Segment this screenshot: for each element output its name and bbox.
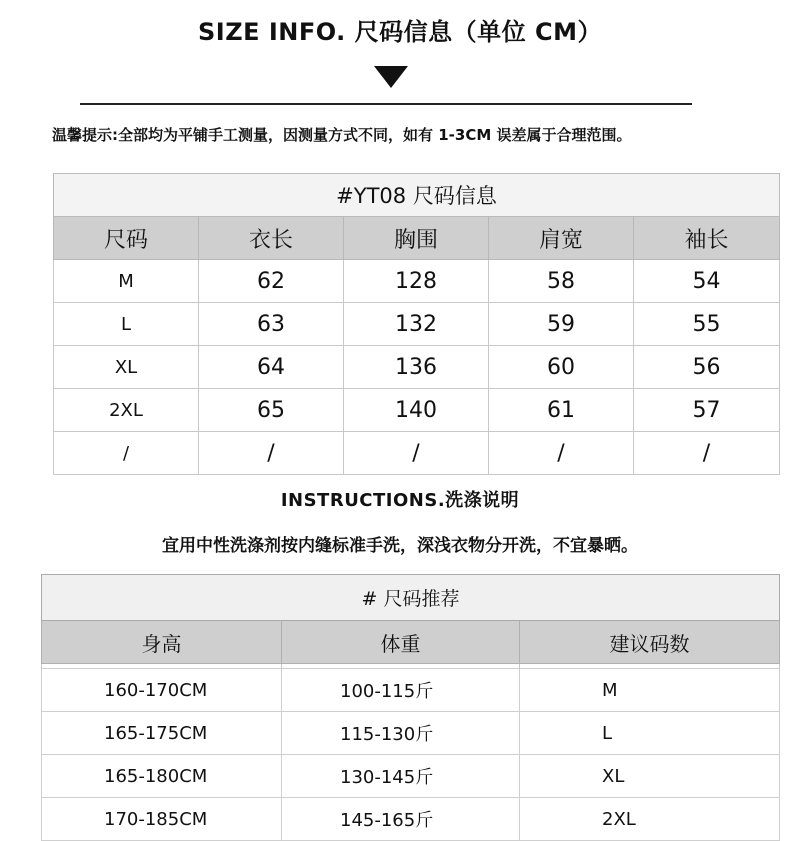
size-recommendation-table [41, 574, 780, 841]
down-triangle-icon [374, 66, 408, 88]
height-cell: 160-170CM [42, 669, 282, 712]
size-cell: M [520, 669, 780, 712]
height-cell: 165-180CM [42, 755, 282, 798]
size-cell: L [54, 303, 199, 346]
table-cell: 136 [344, 346, 489, 389]
size-cell: 2XL [54, 389, 199, 432]
divider [80, 103, 692, 105]
table-cell: 55 [634, 303, 780, 346]
weight-cell: 100-115斤 [282, 669, 520, 712]
size-cell: M [54, 260, 199, 303]
size-table-header-row [54, 217, 780, 260]
table-row [42, 798, 780, 841]
size-table-caption: #YT08 尺码信息 [54, 174, 780, 217]
table-cell: 128 [344, 260, 489, 303]
table-cell: 54 [634, 260, 780, 303]
table-row [54, 303, 780, 346]
size-cell: XL [520, 755, 780, 798]
table-cell: / [344, 432, 489, 475]
table-row [42, 669, 780, 712]
table-cell: 62 [199, 260, 344, 303]
column-header: 肩宽 [489, 217, 634, 260]
table-cell: / [199, 432, 344, 475]
measurement-notice: 温馨提示:全部均为平铺手工测量，因测量方式不同，如有 1-3CM 误差属于合理范围。 [52, 126, 632, 144]
size-cell: XL [54, 346, 199, 389]
weight-cell: 130-145斤 [282, 755, 520, 798]
table-cell: 65 [199, 389, 344, 432]
table-cell: 57 [634, 389, 780, 432]
column-header: 建议码数 [520, 621, 780, 664]
size-table [53, 173, 780, 475]
size-cell: 2XL [520, 798, 780, 841]
height-cell: 165-175CM [42, 712, 282, 755]
table-cell: 60 [489, 346, 634, 389]
table-cell: 63 [199, 303, 344, 346]
table-cell: 140 [344, 389, 489, 432]
table-cell: 64 [199, 346, 344, 389]
column-header: 袖长 [634, 217, 780, 260]
page-title: SIZE INFO. 尺码信息（单位 CM） [198, 18, 602, 46]
column-header: 衣长 [199, 217, 344, 260]
height-cell: 170-185CM [42, 798, 282, 841]
table-cell: 58 [489, 260, 634, 303]
size-cell: / [54, 432, 199, 475]
table-cell: 59 [489, 303, 634, 346]
table-row [54, 346, 780, 389]
table-cell: 56 [634, 346, 780, 389]
column-header: 尺码 [54, 217, 199, 260]
recommend-table-header-row [42, 621, 780, 664]
table-row [54, 432, 780, 475]
table-row [54, 260, 780, 303]
table-cell: 132 [344, 303, 489, 346]
instructions-title: INSTRUCTIONS.洗涤说明 [280, 490, 520, 511]
table-cell: 61 [489, 389, 634, 432]
size-cell: L [520, 712, 780, 755]
column-header: 胸围 [344, 217, 489, 260]
weight-cell: 115-130斤 [282, 712, 520, 755]
table-row [42, 755, 780, 798]
column-header: 身高 [42, 621, 282, 664]
weight-cell: 145-165斤 [282, 798, 520, 841]
table-cell: / [489, 432, 634, 475]
column-header: 体重 [282, 621, 520, 664]
table-row [54, 389, 780, 432]
instructions-text: 宜用中性洗涤剂按内缝标准手洗，深浅衣物分开洗，不宜暴晒。 [162, 536, 638, 556]
table-cell: / [634, 432, 780, 475]
recommend-table-caption: # 尺码推荐 [42, 575, 780, 621]
table-row [42, 712, 780, 755]
